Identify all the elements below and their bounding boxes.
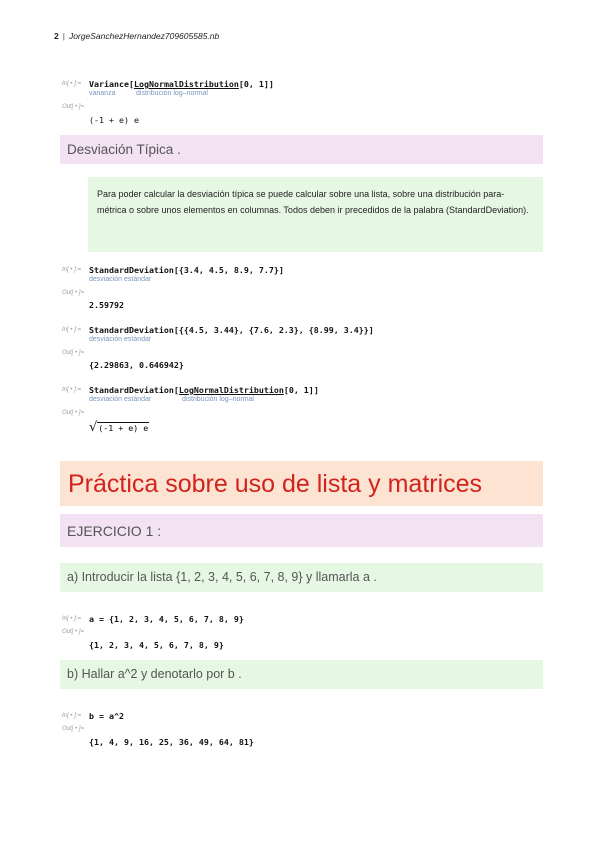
out-label: Out[ • ]= [62, 104, 84, 110]
output-stddev-lognormal [89, 417, 149, 436]
annotation-lognormal: distribución log–normal [136, 90, 208, 97]
in-label: In[ • ]:= [62, 267, 81, 273]
page-number: 2 [54, 31, 59, 41]
out-label: Out[ • ]= [62, 726, 84, 732]
annotation-desviacion: desviación estándar [89, 276, 152, 283]
page-title: Práctica sobre uso de lista y matrices [68, 470, 483, 498]
section-title: Desviación Típica . [67, 142, 181, 157]
note-text: Para poder calcular la desviación típica se puede calcular sobre una lista, sobre una distribución para-métrica o sobre unos elementos en columnas. Todos deben ir precedidos de la palabra (StandardDeviation). [97, 189, 529, 215]
output-stddev-columns: {2.29863, 0.646942} [89, 360, 184, 370]
header-separator: | [62, 31, 65, 41]
sqrt-radicand: (-1 + e) e [98, 422, 149, 433]
out-label: Out[ • ]= [62, 629, 84, 635]
notebook-filename: JorgeSanchezHernandez709605585.nb [68, 31, 220, 41]
input-cell-b[interactable]: b = a^2 [89, 711, 124, 721]
fn-variance: Variance [89, 79, 129, 89]
input-cell-stddev-columns[interactable]: StandardDeviation[{{4.5, 3.44}, {7.6, 2.3}, {8.99, 3.4}}] [89, 325, 374, 335]
out-label: Out[ • ]= [62, 290, 84, 296]
text-cell-a [60, 563, 543, 592]
section-ejercicio-1 [60, 514, 543, 547]
output-variance: (-1 + e) e [89, 115, 139, 125]
instruction-a: a) Introducir la lista {1, 2, 3, 4, 5, 6, 7, 8, 9} y llamarla a . [67, 570, 377, 584]
fn-args: [0, 1] [238, 79, 269, 89]
section-desviacion-tipica [60, 135, 543, 164]
radical-sign: √ [89, 420, 98, 435]
fn-stddev: StandardDeviation [89, 385, 174, 395]
sqrt-expression [89, 417, 149, 436]
output-a: {1, 2, 3, 4, 5, 6, 7, 8, 9} [89, 640, 224, 650]
annotation-desviacion: desviación estándar [89, 396, 152, 403]
out-label: Out[ • ]= [62, 410, 84, 416]
output-b: {1, 4, 9, 16, 25, 36, 49, 64, 81} [89, 737, 254, 747]
in-label: In[ • ]:= [62, 616, 81, 622]
annotation-varianza: varianza [89, 90, 116, 97]
fn-args: [0, 1] [283, 385, 314, 395]
input-cell-stddev-lognormal[interactable]: StandardDeviation[LogNormalDistribution[0, 1]] [89, 385, 319, 395]
input-cell-variance[interactable]: Variance[LogNormalDistribution[0, 1]] [89, 79, 274, 89]
out-label: Out[ • ]= [62, 350, 84, 356]
ejercicio-title: EJERCICIO 1 : [67, 523, 162, 539]
annotation-desviacion: desviación estándar [89, 336, 152, 343]
in-label: In[ • ]:= [62, 713, 81, 719]
instruction-b: b) Hallar a^2 y denotarlo por b . [67, 667, 242, 681]
in-label: In[ • ]:= [62, 81, 81, 87]
annotation-lognormal: distribución log–normal [182, 396, 254, 403]
bracket-close: ] [268, 79, 274, 89]
input-cell-a[interactable]: a = {1, 2, 3, 4, 5, 6, 7, 8, 9} [89, 614, 244, 624]
title-section [60, 461, 543, 506]
page-header [54, 31, 219, 41]
in-label: In[ • ]:= [62, 327, 81, 333]
input-cell-stddev-list[interactable]: StandardDeviation[{3.4, 4.5, 8.9, 7.7}] [89, 265, 284, 275]
note-text-cell [88, 177, 543, 252]
text-cell-b [60, 660, 543, 689]
output-stddev-list: 2.59792 [89, 300, 124, 310]
fn-lognormal: LogNormalDistribution [133, 79, 239, 89]
in-label: In[ • ]:= [62, 387, 81, 393]
fn-lognormal: LogNormalDistribution [178, 385, 284, 395]
bracket-close: ] [313, 385, 319, 395]
